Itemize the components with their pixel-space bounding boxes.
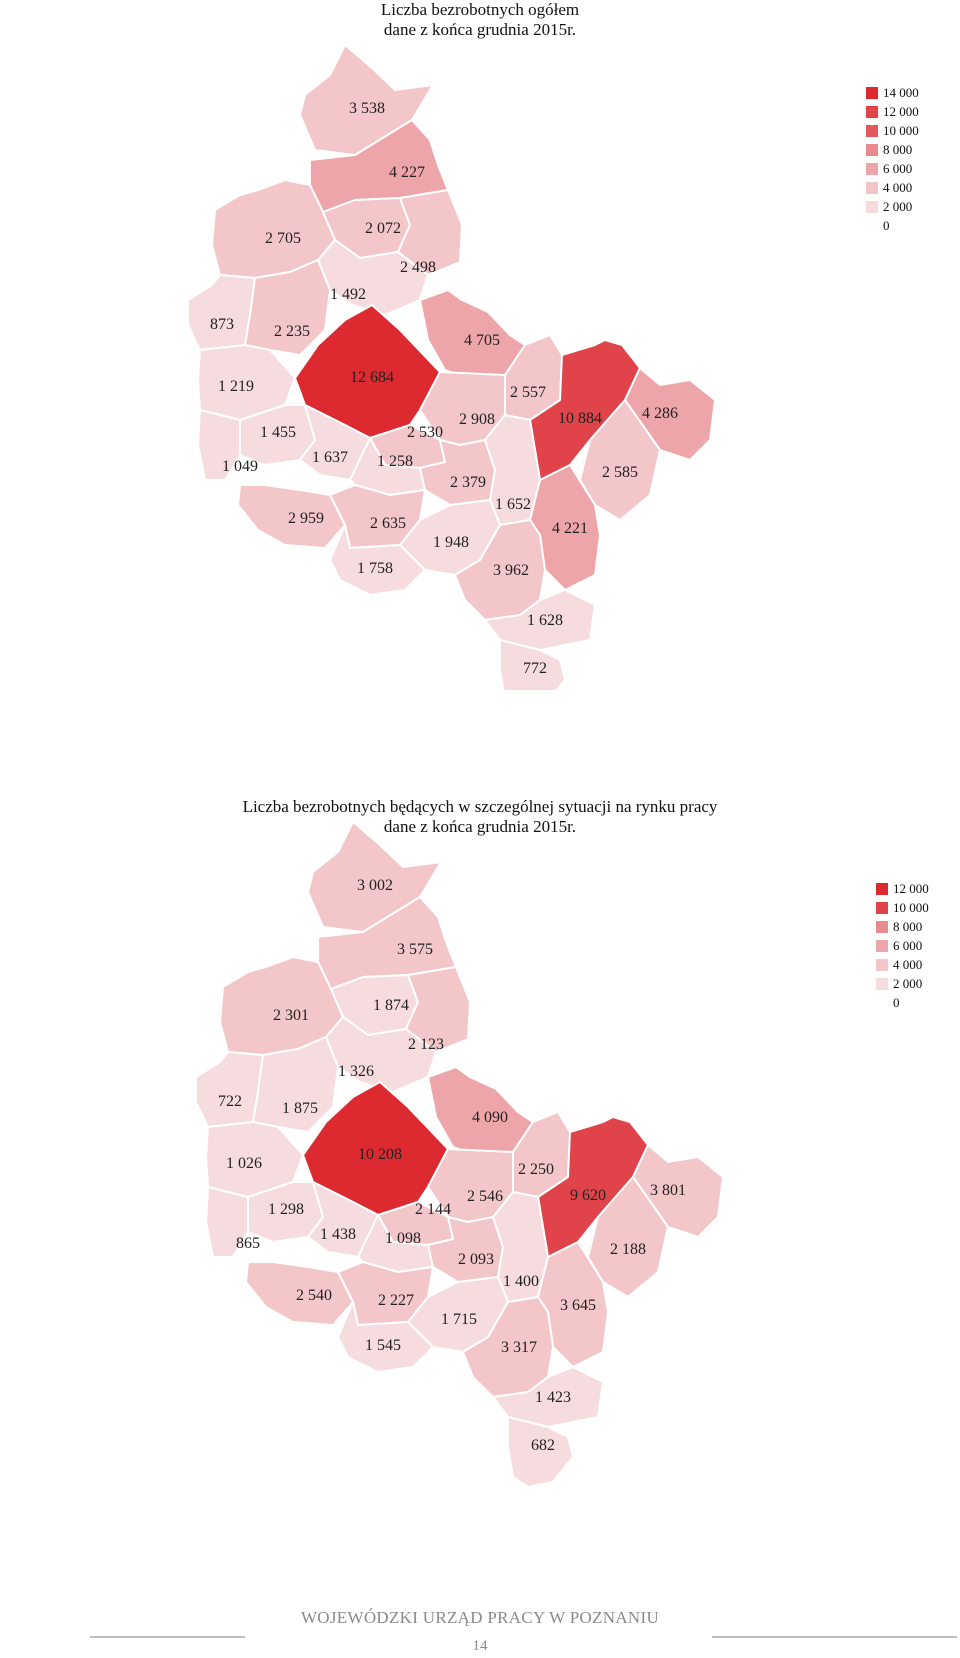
map2-region-label-r25: 2 227	[378, 1292, 414, 1309]
map2-region-label-r19: 1 438	[320, 1226, 356, 1243]
map1-regions	[188, 45, 715, 690]
map1-region-label-r29: 3 962	[493, 562, 529, 579]
map1-region-label-r10: 12 684	[350, 369, 394, 386]
map2-legend-item	[876, 879, 929, 898]
map1-legend-item	[866, 216, 919, 235]
map1-region-label-r17: 2 908	[459, 411, 495, 428]
legend-label: 0	[893, 995, 900, 1010]
map1-legend-item	[866, 197, 919, 216]
legend-swatch	[866, 106, 878, 118]
map2-region-label-r6: 1 326	[338, 1063, 374, 1080]
map2-title-line1: Liczba bezrobotnych będących w szczególnej sytuacji na rynku pracy	[242, 797, 718, 816]
map1-region-label-r12: 2 557	[510, 384, 546, 401]
map2-region-label-r30: 1 423	[535, 1389, 571, 1406]
map1-legend-item	[866, 178, 919, 197]
legend-swatch	[866, 144, 878, 156]
map2-region-label-r16: 2 144	[415, 1201, 451, 1218]
map2-region-label-r8: 1 875	[282, 1100, 318, 1117]
legend-swatch	[866, 87, 878, 99]
map1-region-label-r4: 2 072	[365, 220, 401, 237]
legend-label: 10 000	[883, 123, 919, 138]
map1-region-label-r14: 4 286	[642, 405, 678, 422]
map2-legend-item	[876, 955, 929, 974]
map2-region-label-r20: 1 098	[385, 1230, 421, 1247]
map2-legend-item	[876, 993, 929, 1012]
map2-legend-item	[876, 936, 929, 955]
map1-region-label-r5: 2 498	[400, 259, 436, 276]
legend-swatch	[866, 201, 878, 213]
map2-region-label-r29: 3 317	[501, 1339, 537, 1356]
legend-swatch	[876, 959, 888, 971]
legend-label: 14 000	[883, 85, 919, 100]
legend-label: 10 000	[893, 900, 929, 915]
map1-region-label-r26: 4 221	[552, 520, 588, 537]
map1-region-label-r7: 873	[210, 316, 234, 333]
map1-region-r7	[188, 275, 255, 350]
map1-region-label-r3: 2 705	[265, 230, 301, 247]
legend-label: 4 000	[883, 180, 913, 195]
legend-label: 2 000	[893, 976, 923, 991]
map2-legend	[876, 879, 929, 1012]
map2-region-label-r2: 3 575	[397, 941, 433, 958]
map1-region-label-r8: 2 235	[274, 323, 310, 340]
legend-swatch	[866, 182, 878, 194]
map2-region-label-r15: 1 298	[268, 1201, 304, 1218]
map1-legend	[866, 83, 919, 235]
map1-title-line1: Liczba bezrobotnych ogółem	[380, 0, 580, 19]
map1-region-label-r28: 1 758	[357, 560, 393, 577]
map2-region-label-r31: 682	[531, 1437, 555, 1454]
map1-region-label-r18: 1 049	[222, 458, 258, 475]
legend-swatch	[866, 220, 878, 232]
legend-swatch	[866, 125, 878, 137]
map2-region-label-r28: 1 545	[365, 1337, 401, 1354]
map2-region-label-r10: 10 208	[358, 1146, 402, 1163]
map1-legend-item	[866, 140, 919, 159]
map1-region-label-r11: 1 219	[218, 378, 254, 395]
map1-region-label-r2: 4 227	[389, 164, 425, 181]
map2-legend-item	[876, 898, 929, 917]
map2-region-label-r12: 2 250	[518, 1161, 554, 1178]
map2-title-line2: dane z końca grudnia 2015r.	[383, 817, 577, 836]
map2-regions	[196, 822, 723, 1487]
map1-region-label-r1: 3 538	[349, 100, 385, 117]
map2-legend-item	[876, 974, 929, 993]
map2-region-label-r18: 865	[236, 1235, 260, 1252]
map2-region-label-r7: 722	[218, 1093, 242, 1110]
legend-label: 12 000	[883, 104, 919, 119]
legend-swatch	[866, 163, 878, 175]
map1-region-label-r6: 1 492	[330, 286, 366, 303]
map2-region-label-r1: 3 002	[357, 877, 393, 894]
map2-region-label-r23: 1 400	[503, 1273, 539, 1290]
legend-swatch	[876, 883, 888, 895]
map2-region-label-r24: 2 540	[296, 1287, 332, 1304]
map1-region-label-r24: 2 959	[288, 510, 324, 527]
map2-region-label-r4: 1 874	[373, 997, 409, 1014]
legend-swatch	[876, 978, 888, 990]
map2-legend-item	[876, 917, 929, 936]
map2-region-label-r27: 1 715	[441, 1311, 477, 1328]
map2-region-label-r5: 2 123	[408, 1036, 444, 1053]
map1-region-label-r31: 772	[523, 660, 547, 677]
map1-region-label-r19: 1 637	[312, 449, 348, 466]
map2-region-label-r21: 2 188	[610, 1241, 646, 1258]
legend-swatch	[876, 921, 888, 933]
map1-region-label-r13: 10 884	[558, 410, 602, 427]
legend-label: 2 000	[883, 199, 913, 214]
legend-label: 12 000	[893, 881, 929, 896]
map1-region-label-r25: 2 635	[370, 515, 406, 532]
map2-region-label-r9: 4 090	[472, 1109, 508, 1126]
map1-choropleth	[0, 0, 960, 690]
legend-label: 0	[883, 218, 890, 233]
legend-label: 6 000	[883, 161, 913, 176]
map2-region-label-r17: 2 546	[467, 1188, 503, 1205]
legend-swatch	[876, 902, 888, 914]
map1-title-line2: dane z końca grudnia 2015r.	[383, 20, 577, 39]
map1-region-label-r23: 1 652	[495, 496, 531, 513]
legend-label: 8 000	[893, 919, 923, 934]
legend-label: 4 000	[893, 957, 923, 972]
map1-region-label-r15: 1 455	[260, 424, 296, 441]
map1-region-label-r9: 4 705	[464, 332, 500, 349]
map1-legend-item	[866, 83, 919, 102]
map2-region-label-r14: 3 801	[650, 1182, 686, 1199]
map1-legend-item	[866, 159, 919, 178]
map2-region-r7	[196, 1052, 263, 1127]
map2-choropleth	[0, 800, 960, 1500]
map1-region-label-r16: 2 530	[407, 424, 443, 441]
legend-label: 8 000	[883, 142, 913, 157]
map2-region-label-r11: 1 026	[226, 1155, 262, 1172]
legend-label: 6 000	[893, 938, 923, 953]
legend-swatch	[876, 940, 888, 952]
map1-legend-item	[866, 102, 919, 121]
map1-region-label-r21: 2 585	[602, 464, 638, 481]
map2-region-label-r26: 3 645	[560, 1297, 596, 1314]
map1-region-label-r20: 1 258	[377, 453, 413, 470]
map2-region-label-r13: 9 620	[570, 1187, 606, 1204]
map2-region-label-r3: 2 301	[273, 1007, 309, 1024]
map1-region-label-r22: 2 379	[450, 474, 486, 491]
footer-institution: WOJEWÓDZKI URZĄD PRACY W POZNANIU	[300, 1608, 660, 1627]
page-number: 14	[472, 1638, 488, 1654]
map2-region-label-r22: 2 093	[458, 1251, 494, 1268]
map1-region-label-r30: 1 628	[527, 612, 563, 629]
legend-swatch	[876, 997, 888, 1009]
map1-region-label-r27: 1 948	[433, 534, 469, 551]
map1-legend-item	[866, 121, 919, 140]
